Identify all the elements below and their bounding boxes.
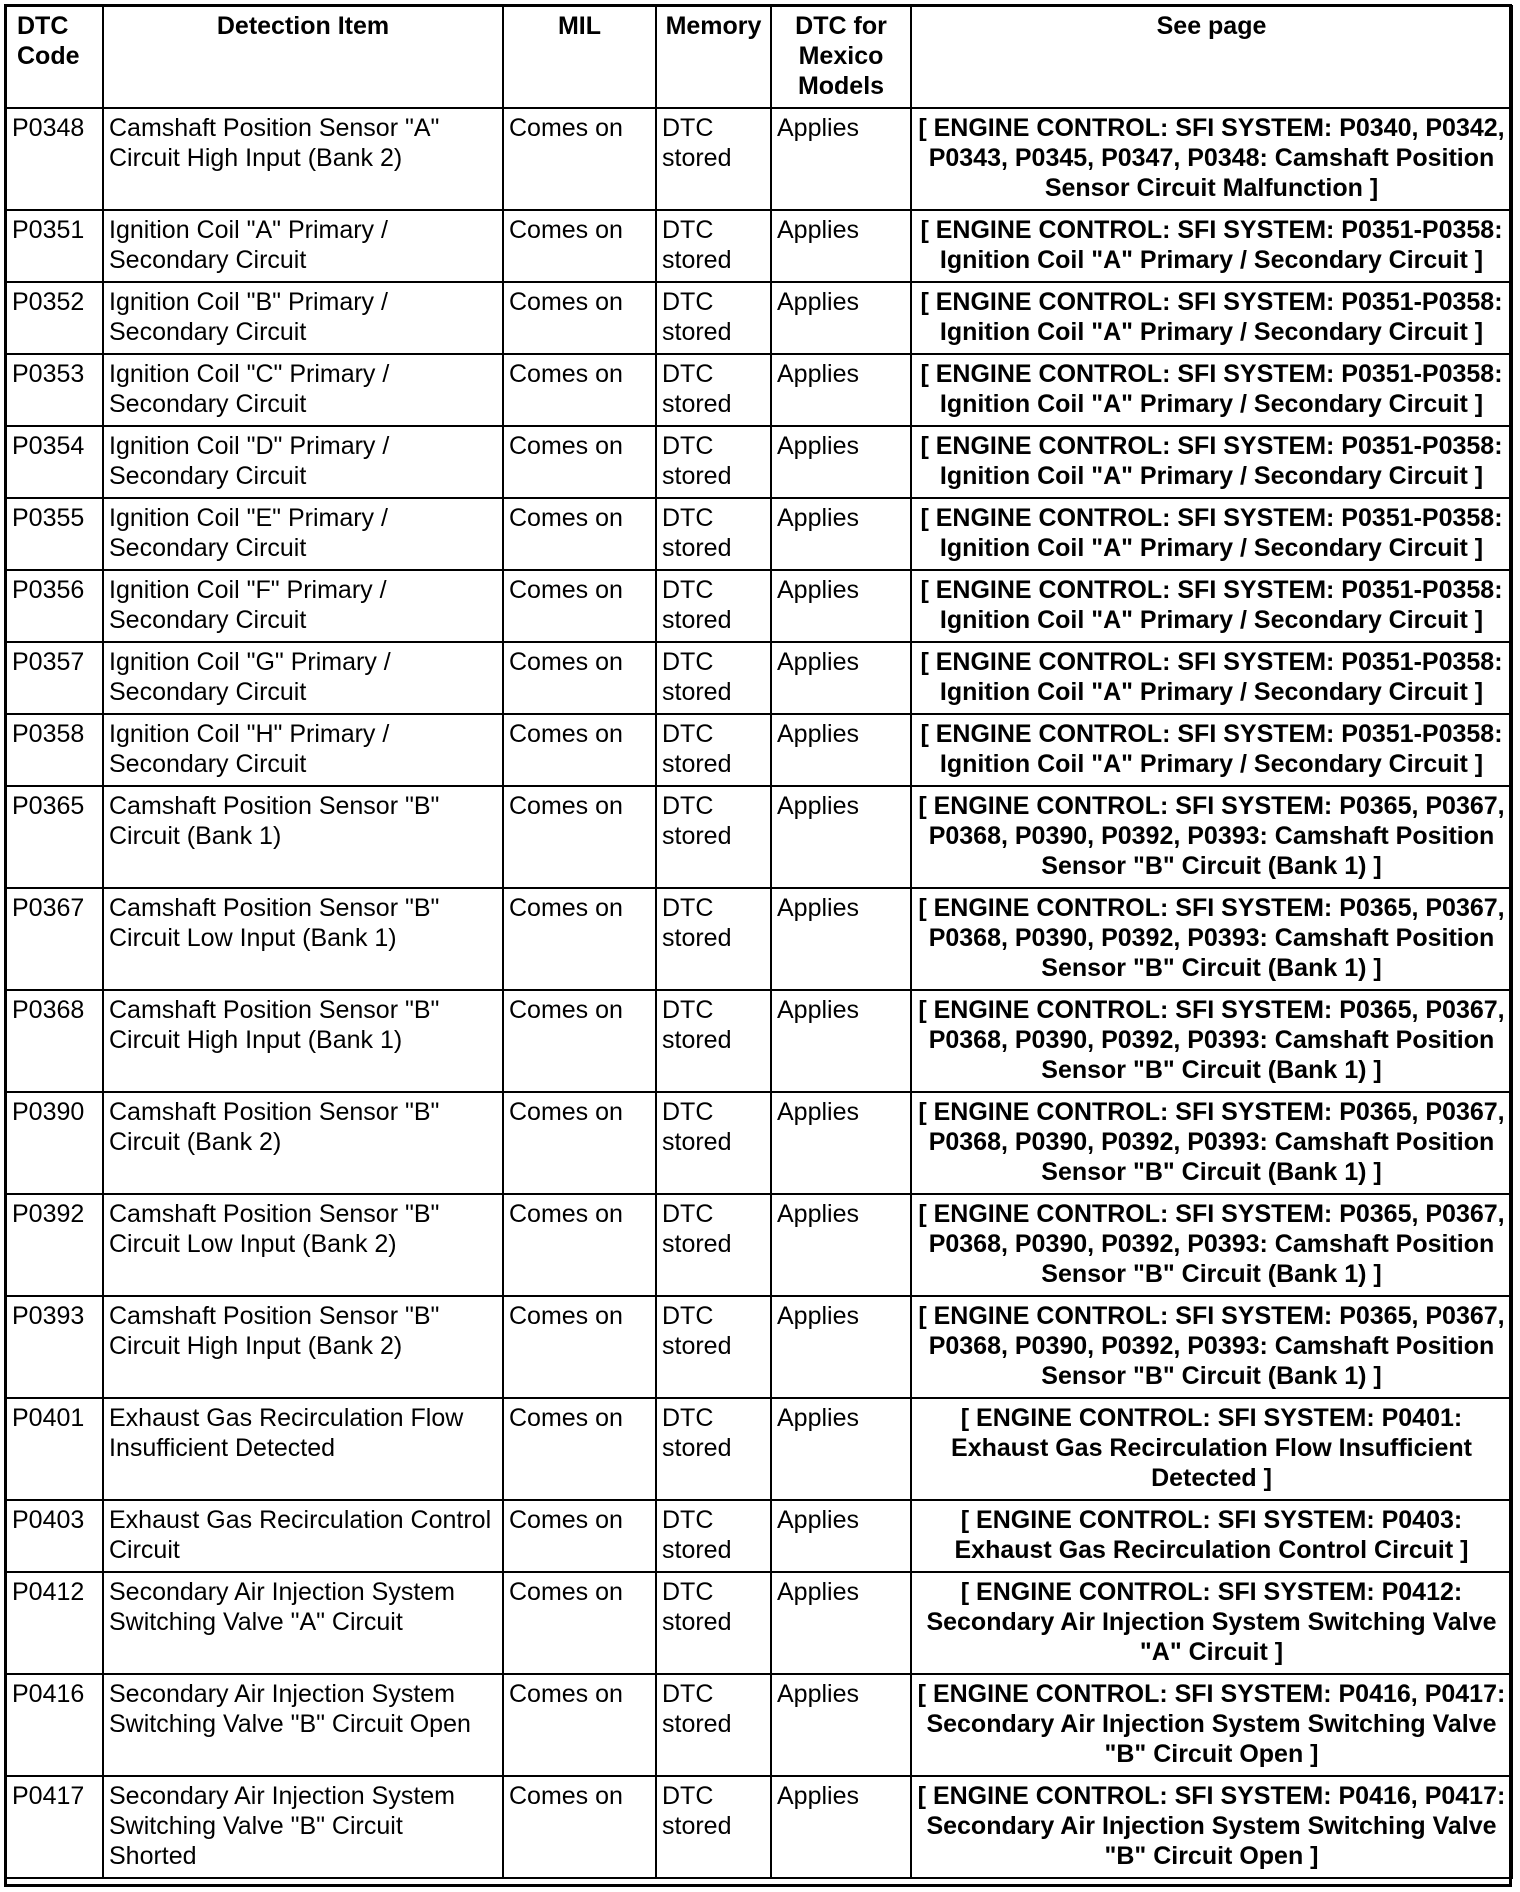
memory-cell: DTC stored [656,714,771,786]
see-page-link[interactable]: [ ENGINE CONTROL: SFI SYSTEM: P0403: Exhaust Gas Recirculation Control Circuit ] [911,1500,1512,1572]
table-row [6,426,1512,498]
memory-cell: DTC stored [656,426,771,498]
memory-cell: DTC stored [656,210,771,282]
mexico-cell: Applies [771,282,911,354]
mil-cell: Comes on [503,1500,656,1572]
dtc-code-cell: P0348 [6,108,103,210]
dtc-code-cell: P0355 [6,498,103,570]
detection-item-cell: Camshaft Position Sensor "B" Circuit (Bank 1) [103,786,503,888]
detection-item-cell: Ignition Coil "E" Primary / Secondary Circuit [103,498,503,570]
table-row [6,570,1512,642]
see-page-link[interactable]: [ ENGINE CONTROL: SFI SYSTEM: P0365, P0367, P0368, P0390, P0392, P0393: Camshaft Position Sensor "B" Circuit (Bank 1) ] [911,1092,1512,1194]
table-row [6,1092,1512,1194]
detection-item-cell: Secondary Air Injection System Switching Valve "A" Circuit [103,1572,503,1674]
table-row [6,888,1512,990]
dtc-code-cell: P0417 [6,1776,103,1878]
mil-cell: Comes on [503,786,656,888]
mil-cell: Comes on [503,714,656,786]
detection-item-cell: Camshaft Position Sensor "B" Circuit Low Input (Bank 2) [103,1194,503,1296]
table-row [6,282,1512,354]
mexico-cell: Applies [771,1776,911,1878]
mil-cell: Comes on [503,282,656,354]
see-page-link[interactable]: [ ENGINE CONTROL: SFI SYSTEM: P0416, P0417: Secondary Air Injection System Switching Valve "B" Circuit Open ] [911,1674,1512,1776]
memory-cell: DTC stored [656,1092,771,1194]
mexico-cell: Applies [771,108,911,210]
table-row [6,498,1512,570]
memory-cell: DTC stored [656,1194,771,1296]
mexico-cell: Applies [771,642,911,714]
memory-cell: DTC stored [656,282,771,354]
mexico-cell: Applies [771,786,911,888]
table-row [6,1674,1512,1776]
dtc-table [5,5,1513,1879]
mexico-cell: Applies [771,1398,911,1500]
dtc-code-cell: P0365 [6,786,103,888]
mexico-cell: Applies [771,570,911,642]
mil-cell: Comes on [503,498,656,570]
see-page-link[interactable]: [ ENGINE CONTROL: SFI SYSTEM: P0365, P0367, P0368, P0390, P0392, P0393: Camshaft Position Sensor "B" Circuit (Bank 1) ] [911,1194,1512,1296]
see-page-link[interactable]: [ ENGINE CONTROL: SFI SYSTEM: P0365, P0367, P0368, P0390, P0392, P0393: Camshaft Position Sensor "B" Circuit (Bank 1) ] [911,888,1512,990]
table-row [6,210,1512,282]
dtc-code-cell: P0354 [6,426,103,498]
detection-item-cell: Ignition Coil "H" Primary / Secondary Circuit [103,714,503,786]
dtc-code-cell: P0393 [6,1296,103,1398]
dtc-code-cell: P0390 [6,1092,103,1194]
see-page-link[interactable]: [ ENGINE CONTROL: SFI SYSTEM: P0416, P0417: Secondary Air Injection System Switching Valve "B" Circuit Open ] [911,1776,1512,1878]
mexico-cell: Applies [771,1092,911,1194]
dtc-code-cell: P0412 [6,1572,103,1674]
header-memory: Memory [656,6,771,108]
table-row [6,1500,1512,1572]
mexico-cell: Applies [771,498,911,570]
memory-cell: DTC stored [656,642,771,714]
dtc-code-cell: P0368 [6,990,103,1092]
table-row [6,1194,1512,1296]
detection-item-cell: Camshaft Position Sensor "B" Circuit High Input (Bank 2) [103,1296,503,1398]
see-page-link[interactable]: [ ENGINE CONTROL: SFI SYSTEM: P0365, P0367, P0368, P0390, P0392, P0393: Camshaft Position Sensor "B" Circuit (Bank 1) ] [911,990,1512,1092]
header-see-page: See page [911,6,1512,108]
table-row [6,1398,1512,1500]
table-row [6,108,1512,210]
detection-item-cell: Ignition Coil "D" Primary / Secondary Circuit [103,426,503,498]
see-page-link[interactable]: [ ENGINE CONTROL: SFI SYSTEM: P0351-P0358: Ignition Coil "A" Primary / Secondary Circuit ] [911,282,1512,354]
mexico-cell: Applies [771,714,911,786]
header-dtc-code: DTC Code [6,6,103,108]
memory-cell: DTC stored [656,888,771,990]
detection-item-cell: Secondary Air Injection System Switching Valve "B" Circuit Shorted [103,1776,503,1878]
mil-cell: Comes on [503,108,656,210]
mil-cell: Comes on [503,354,656,426]
dtc-code-cell: P0416 [6,1674,103,1776]
detection-item-cell: Secondary Air Injection System Switching Valve "B" Circuit Open [103,1674,503,1776]
mexico-cell: Applies [771,210,911,282]
mil-cell: Comes on [503,1776,656,1878]
memory-cell: DTC stored [656,1776,771,1878]
see-page-link[interactable]: [ ENGINE CONTROL: SFI SYSTEM: P0340, P0342, P0343, P0345, P0347, P0348: Camshaft Position Sensor Circuit Malfunction ] [911,108,1512,210]
header-mil: MIL [503,6,656,108]
table-row [6,354,1512,426]
detection-item-cell: Camshaft Position Sensor "B" Circuit Low Input (Bank 1) [103,888,503,990]
header-detection-item: Detection Item [103,6,503,108]
memory-cell: DTC stored [656,1398,771,1500]
dtc-code-cell: P0367 [6,888,103,990]
memory-cell: DTC stored [656,1296,771,1398]
memory-cell: DTC stored [656,990,771,1092]
table-row [6,786,1512,888]
table-row [6,1776,1512,1878]
see-page-link[interactable]: [ ENGINE CONTROL: SFI SYSTEM: P0351-P0358: Ignition Coil "A" Primary / Secondary Circuit ] [911,642,1512,714]
see-page-link[interactable]: [ ENGINE CONTROL: SFI SYSTEM: P0351-P0358: Ignition Coil "A" Primary / Secondary Circuit ] [911,426,1512,498]
mexico-cell: Applies [771,354,911,426]
see-page-link[interactable]: [ ENGINE CONTROL: SFI SYSTEM: P0412: Secondary Air Injection System Switching Valve "A" Circuit ] [911,1572,1512,1674]
mexico-cell: Applies [771,1500,911,1572]
see-page-link[interactable]: [ ENGINE CONTROL: SFI SYSTEM: P0401: Exhaust Gas Recirculation Flow Insufficient Detected ] [911,1398,1512,1500]
detection-item-cell: Camshaft Position Sensor "B" Circuit High Input (Bank 1) [103,990,503,1092]
memory-cell: DTC stored [656,1500,771,1572]
mil-cell: Comes on [503,1572,656,1674]
table-row [6,642,1512,714]
mil-cell: Comes on [503,1092,656,1194]
mexico-cell: Applies [771,1194,911,1296]
detection-item-cell: Ignition Coil "F" Primary / Secondary Circuit [103,570,503,642]
dtc-code-cell: P0403 [6,1500,103,1572]
mexico-cell: Applies [771,888,911,990]
see-page-link[interactable]: [ ENGINE CONTROL: SFI SYSTEM: P0351-P0358: Ignition Coil "A" Primary / Secondary Circuit ] [911,354,1512,426]
dtc-code-cell: P0401 [6,1398,103,1500]
mil-cell: Comes on [503,1398,656,1500]
dtc-code-cell: P0353 [6,354,103,426]
see-page-link[interactable]: [ ENGINE CONTROL: SFI SYSTEM: P0351-P0358: Ignition Coil "A" Primary / Secondary Circuit ] [911,714,1512,786]
mexico-cell: Applies [771,990,911,1092]
detection-item-cell: Exhaust Gas Recirculation Control Circuit [103,1500,503,1572]
memory-cell: DTC stored [656,354,771,426]
memory-cell: DTC stored [656,570,771,642]
header-dtc-mexico: DTC for Mexico Models [771,6,911,108]
dtc-code-cell: P0352 [6,282,103,354]
mexico-cell: Applies [771,1296,911,1398]
detection-item-cell: Exhaust Gas Recirculation Flow Insufficient Detected [103,1398,503,1500]
mexico-cell: Applies [771,1572,911,1674]
mil-cell: Comes on [503,210,656,282]
memory-cell: DTC stored [656,498,771,570]
dtc-code-cell: P0357 [6,642,103,714]
mil-cell: Comes on [503,1194,656,1296]
table-row [6,1572,1512,1674]
detection-item-cell: Camshaft Position Sensor "B" Circuit (Bank 2) [103,1092,503,1194]
mil-cell: Comes on [503,642,656,714]
mil-cell: Comes on [503,1674,656,1776]
see-page-link[interactable]: [ ENGINE CONTROL: SFI SYSTEM: P0351-P0358: Ignition Coil "A" Primary / Secondary Circuit ] [911,498,1512,570]
detection-item-cell: Ignition Coil "G" Primary / Secondary Circuit [103,642,503,714]
table-row [6,990,1512,1092]
table-row [6,1296,1512,1398]
detection-item-cell: Ignition Coil "A" Primary / Secondary Circuit [103,210,503,282]
dtc-code-cell: P0356 [6,570,103,642]
dtc-code-cell: P0351 [6,210,103,282]
detection-item-cell: Ignition Coil "B" Primary / Secondary Circuit [103,282,503,354]
dtc-code-cell: P0358 [6,714,103,786]
memory-cell: DTC stored [656,1572,771,1674]
mil-cell: Comes on [503,990,656,1092]
memory-cell: DTC stored [656,108,771,210]
table-header-row [6,6,1512,108]
mil-cell: Comes on [503,1296,656,1398]
see-page-link[interactable]: [ ENGINE CONTROL: SFI SYSTEM: P0351-P0358: Ignition Coil "A" Primary / Secondary Circuit ] [911,210,1512,282]
see-page-link[interactable]: [ ENGINE CONTROL: SFI SYSTEM: P0351-P0358: Ignition Coil "A" Primary / Secondary Circuit ] [911,570,1512,642]
mexico-cell: Applies [771,426,911,498]
detection-item-cell: Ignition Coil "C" Primary / Secondary Circuit [103,354,503,426]
mil-cell: Comes on [503,570,656,642]
dtc-code-cell: P0392 [6,1194,103,1296]
memory-cell: DTC stored [656,786,771,888]
table-row [6,714,1512,786]
mil-cell: Comes on [503,888,656,990]
see-page-link[interactable]: [ ENGINE CONTROL: SFI SYSTEM: P0365, P0367, P0368, P0390, P0392, P0393: Camshaft Position Sensor "B" Circuit (Bank 1) ] [911,786,1512,888]
memory-cell: DTC stored [656,1674,771,1776]
mil-cell: Comes on [503,426,656,498]
mexico-cell: Applies [771,1674,911,1776]
detection-item-cell: Camshaft Position Sensor "A" Circuit High Input (Bank 2) [103,108,503,210]
see-page-link[interactable]: [ ENGINE CONTROL: SFI SYSTEM: P0365, P0367, P0368, P0390, P0392, P0393: Camshaft Position Sensor "B" Circuit (Bank 1) ] [911,1296,1512,1398]
